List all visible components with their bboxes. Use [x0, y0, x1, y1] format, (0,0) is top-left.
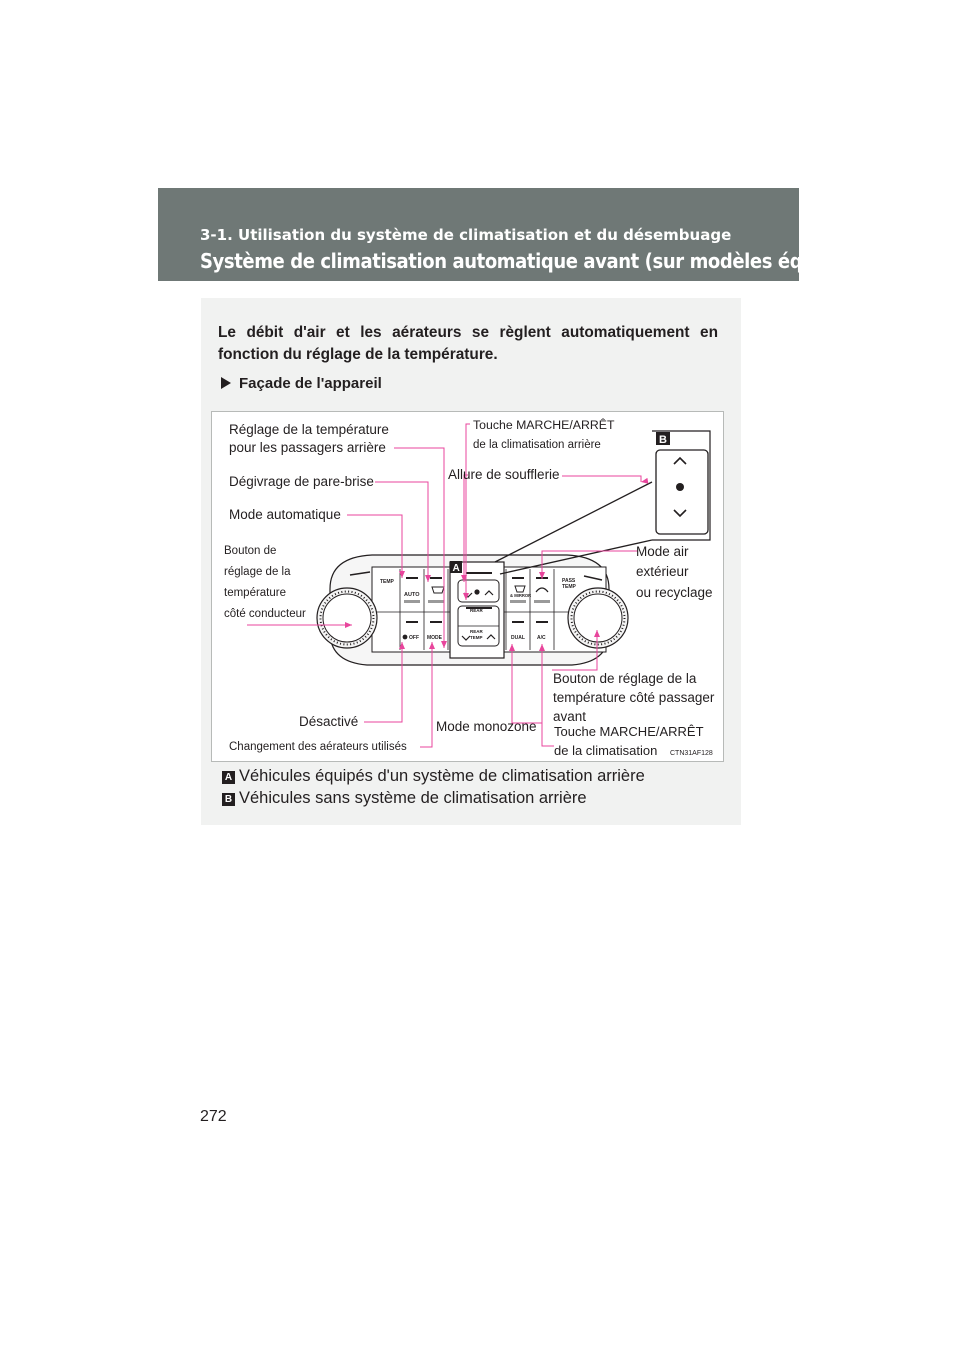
header-band: [158, 188, 863, 281]
legend-b-text: Véhicules sans système de climatisation arrière: [239, 789, 587, 807]
panel-rear-temp-label-1: REAR: [470, 629, 483, 634]
fan-off-icon: [403, 635, 408, 640]
legend-b: [222, 789, 587, 808]
panel-off-label: OFF: [409, 635, 419, 641]
panel-mode-label: MODE: [427, 635, 442, 641]
passenger-temp-knob: [568, 588, 628, 648]
callout-driver-knob-2: réglage de la: [224, 566, 291, 578]
callout-pass-knob-2: température côté passager: [553, 690, 715, 705]
legend-a: [222, 767, 645, 786]
legend-a-text: Véhicules équipés d'un système de climatisation arrière: [239, 767, 645, 785]
fan-icon: [474, 589, 479, 594]
callout-fan-speed: Allure de soufflerie: [448, 467, 560, 482]
panel-auto-label: AUTO: [404, 592, 420, 598]
callout-auto-mode: Mode automatique: [229, 507, 341, 522]
panel-ac-label: A/C: [537, 635, 546, 641]
front-panel: [317, 555, 628, 665]
section-label: 3-1. Utilisation du système de climatisation et du désembuage: [200, 226, 732, 244]
callout-ac-2: de la climatisation: [554, 743, 658, 758]
callout-air-mode-1: Mode air: [636, 544, 689, 559]
badge-a-letter: A: [452, 563, 460, 574]
callout-rear-temp-1: Réglage de la température: [229, 422, 389, 437]
driver-temp-knob: [317, 588, 377, 648]
callout-rear-temp-2: pour les passagers arrière: [229, 440, 386, 455]
panel-rear-label: REAR: [470, 608, 483, 613]
callout-pass-knob-3: avant: [553, 709, 587, 724]
callout-ac-1: Touche MARCHE/ARRÊT: [554, 724, 704, 739]
fan-icon-inset: [676, 483, 684, 491]
callout-pass-knob-1: Bouton de réglage de la: [553, 671, 697, 686]
panel-mirror-label: & MIRROR: [510, 593, 532, 598]
intro-line-2: fonction du réglage de la température.: [218, 346, 498, 363]
badge-b-letter: B: [659, 434, 667, 446]
legend-b-key: B: [222, 793, 235, 806]
callout-air-mode-3: ou recyclage: [636, 585, 713, 600]
control-panel-diagram: [212, 412, 723, 761]
panel-pass-label: PASS: [562, 578, 576, 584]
section-title: Système de climatisation automatique avant (sur modèles équipés): [200, 249, 863, 273]
callout-defrost: Dégivrage de pare-brise: [229, 474, 374, 489]
legend-a-key: A: [222, 771, 235, 784]
callout-driver-knob-3: température: [224, 587, 287, 599]
callout-mono: Mode monozone: [436, 719, 537, 734]
intro-line-1: Le débit d'air et les aérateurs se règlent automatiquement en: [218, 324, 718, 341]
callout-rear-ac-1: Touche MARCHE/ARRÊT: [473, 418, 615, 432]
callout-vents: Changement des aérateurs utilisés: [229, 741, 407, 753]
control-panel-figure: [211, 411, 724, 762]
callout-driver-knob-4: côté conducteur: [224, 608, 306, 620]
callout-off: Désactivé: [299, 714, 359, 729]
page-number: 272: [200, 1108, 227, 1125]
triangle-bullet-icon: [221, 377, 231, 389]
callout-air-mode-2: extérieur: [636, 564, 689, 579]
panel-rear-temp-label-2: TEMP: [470, 635, 483, 640]
figure-code: CTN31AF128: [670, 750, 713, 757]
content-box: [201, 298, 741, 825]
panel-temp-label: TEMP: [380, 579, 394, 585]
subheading-text: Façade de l'appareil: [239, 375, 382, 392]
subheading: [221, 375, 382, 392]
panel-dual-label: DUAL: [511, 635, 525, 641]
callout-driver-knob-1: Bouton de: [224, 545, 277, 557]
panel-pass-temp-label: TEMP: [562, 584, 576, 590]
callout-rear-ac-2: de la climatisation arrière: [473, 439, 601, 451]
